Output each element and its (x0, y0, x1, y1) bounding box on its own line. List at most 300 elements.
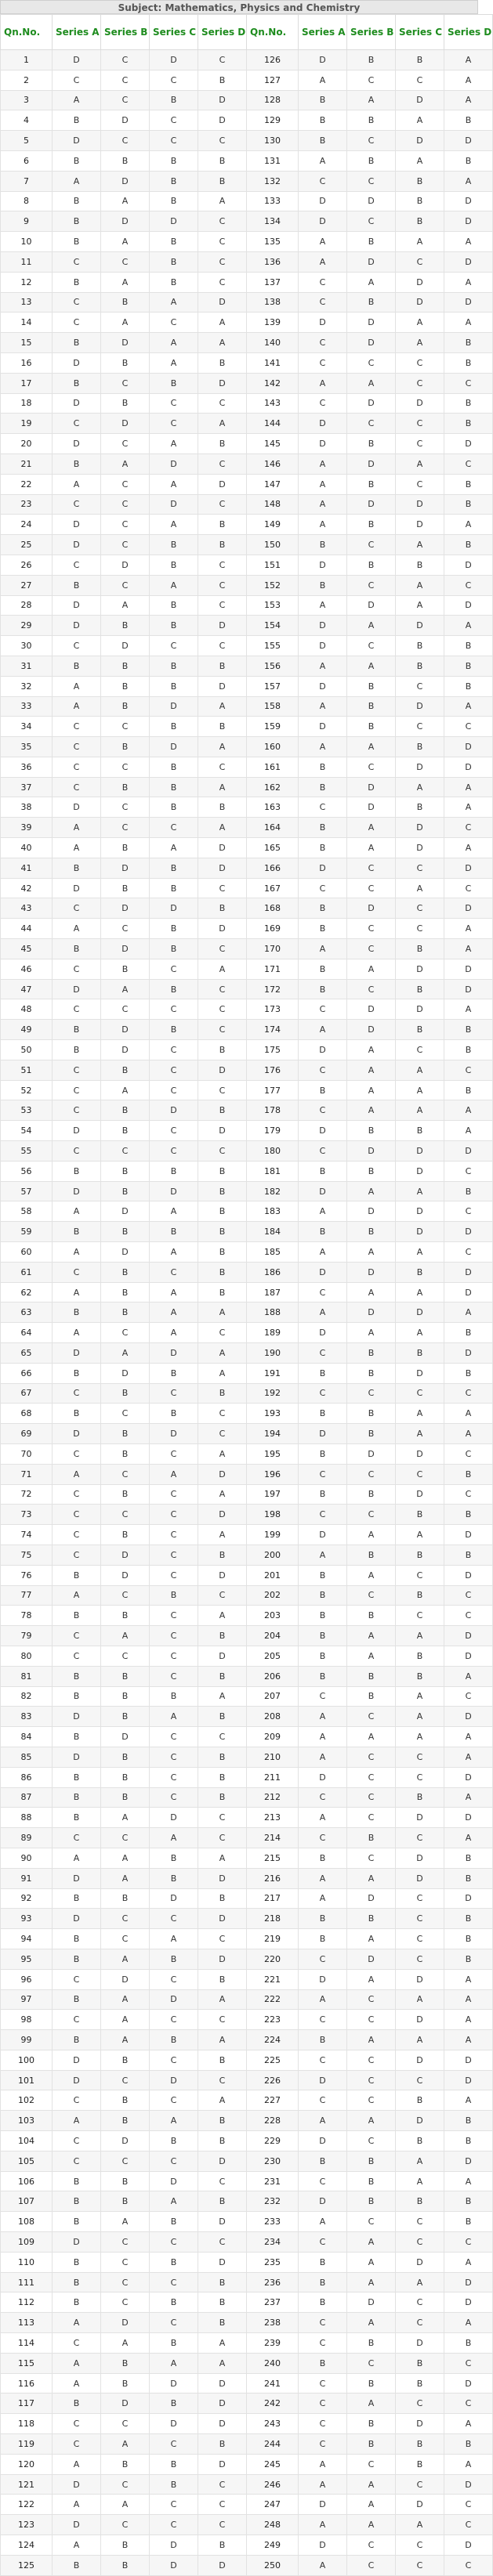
series-c-answer: A (150, 1302, 198, 1323)
table-row (1, 2495, 493, 2515)
question-number-2: 159 (247, 717, 299, 737)
table-row (1, 1282, 493, 1302)
series-d-answer: B (198, 171, 247, 191)
series-d-answer: A (198, 959, 247, 979)
question-number-2: 249 (247, 2535, 299, 2556)
series-c-answer: D (150, 50, 198, 70)
series-a-answer-2: D (299, 50, 347, 70)
series-a-answer: D (53, 2070, 101, 2090)
series-a-answer: B (53, 1565, 101, 1585)
series-a-answer: B (53, 211, 101, 232)
series-a-answer: D (53, 1181, 101, 1201)
table-row (1, 272, 493, 292)
series-d-answer: A (198, 2333, 247, 2354)
question-number: 4 (1, 110, 53, 131)
series-b-answer-2: B (347, 110, 396, 131)
series-a-answer: C (53, 2434, 101, 2455)
series-d-answer: A (198, 2030, 247, 2050)
series-b-answer: A (101, 1080, 150, 1100)
series-a-answer-2: D (299, 191, 347, 211)
series-b-answer: C (101, 1646, 150, 1666)
series-d-answer: C (198, 1323, 247, 1343)
series-d-answer-2: A (444, 70, 493, 90)
table-row (1, 2050, 493, 2070)
series-d-answer: A (198, 1989, 247, 2010)
series-c-answer-2: A (396, 1626, 444, 1646)
series-d-answer: D (198, 1121, 247, 1141)
series-d-answer: C (198, 636, 247, 656)
series-b-answer: D (101, 2131, 150, 2151)
series-d-answer-2: A (444, 515, 493, 535)
series-a-answer: A (53, 1201, 101, 1222)
series-b-answer: D (101, 898, 150, 919)
series-c-answer: A (150, 2353, 198, 2373)
series-b-answer-2: B (347, 1424, 396, 1444)
question-number-2: 131 (247, 150, 299, 171)
series-d-answer: C (198, 453, 247, 474)
series-c-answer-2: D (396, 757, 444, 777)
series-b-answer: B (101, 292, 150, 313)
series-c-answer: A (150, 1828, 198, 1848)
table-row (1, 1464, 493, 1484)
question-number-2: 180 (247, 1141, 299, 1162)
series-c-answer: B (150, 858, 198, 878)
series-c-answer: A (150, 1464, 198, 1484)
series-c-answer-2: B (396, 1505, 444, 1525)
series-d-answer: C (198, 1424, 247, 1444)
series-d-answer: A (198, 818, 247, 838)
table-row (1, 636, 493, 656)
table-row (1, 979, 493, 999)
series-d-answer: B (198, 1100, 247, 1121)
series-d-answer: A (198, 333, 247, 353)
series-a-answer-2: B (299, 818, 347, 838)
series-c-answer: D (150, 1989, 198, 2010)
question-number-2: 169 (247, 919, 299, 939)
series-d-answer: D (198, 1909, 247, 1929)
table-row (1, 1646, 493, 1666)
series-b-answer: B (101, 1282, 150, 1302)
series-a-answer-2: C (299, 1505, 347, 1525)
series-c-answer: D (150, 898, 198, 919)
series-c-answer-2: C (396, 2555, 444, 2575)
series-b-answer-2: B (347, 1222, 396, 1242)
series-c-answer: C (150, 131, 198, 151)
series-d-answer: C (198, 2010, 247, 2030)
question-number-2: 168 (247, 898, 299, 919)
series-c-answer-2: D (396, 131, 444, 151)
series-d-answer: C (198, 393, 247, 414)
series-d-answer-2: B (444, 1020, 493, 1040)
question-number: 76 (1, 1565, 53, 1585)
series-a-answer-2: B (299, 535, 347, 555)
series-b-answer-2: B (347, 1909, 396, 1929)
series-b-answer: C (101, 2070, 150, 2090)
table-row (1, 333, 493, 353)
table-row (1, 838, 493, 858)
series-b-answer: B (101, 1383, 150, 1404)
series-d-answer: C (198, 1828, 247, 1848)
series-d-answer-2: D (444, 757, 493, 777)
series-c-answer: B (150, 919, 198, 939)
series-d-answer-2: B (444, 352, 493, 373)
series-d-answer: C (198, 1080, 247, 1100)
series-d-answer: B (198, 352, 247, 373)
series-a-answer: D (53, 131, 101, 151)
series-a-answer: A (53, 1585, 101, 1606)
series-d-answer: C (198, 1020, 247, 1040)
series-a-answer-2: B (299, 1929, 347, 1949)
question-number-2: 141 (247, 352, 299, 373)
question-number: 7 (1, 171, 53, 191)
series-c-answer: C (150, 1080, 198, 1100)
question-number-2: 189 (247, 1323, 299, 1343)
series-a-answer: C (53, 555, 101, 575)
series-c-answer-2: D (396, 1848, 444, 1868)
series-b-answer: A (101, 2030, 150, 2050)
series-b-answer: A (101, 313, 150, 333)
series-d-answer: C (198, 2515, 247, 2535)
series-d-answer-2: D (444, 2050, 493, 2070)
series-b-answer-2: B (347, 1363, 396, 1383)
series-d-answer-2: B (444, 2333, 493, 2354)
table-row (1, 1141, 493, 1162)
table-row (1, 1626, 493, 1646)
series-a-answer: C (53, 1626, 101, 1646)
series-d-answer: C (198, 595, 247, 616)
question-number-2: 181 (247, 1161, 299, 1181)
series-b-answer: C (101, 1505, 150, 1525)
table-row (1, 131, 493, 151)
series-d-answer: B (198, 797, 247, 818)
series-a-answer-2: D (299, 1323, 347, 1343)
series-a-answer-2: D (299, 676, 347, 696)
series-b-answer: B (101, 696, 150, 717)
series-c-answer-2: B (396, 1545, 444, 1565)
question-number: 106 (1, 2171, 53, 2191)
question-number: 71 (1, 1464, 53, 1484)
series-b-answer-2: D (347, 333, 396, 353)
series-b-answer: A (101, 2495, 150, 2515)
series-c-answer-2: D (396, 2050, 444, 2070)
series-b-answer: A (101, 453, 150, 474)
table-row (1, 1404, 493, 1424)
series-c-answer-2: D (396, 959, 444, 979)
series-b-answer: D (101, 1727, 150, 1747)
question-number-2: 226 (247, 2070, 299, 2090)
series-a-answer: B (53, 2555, 101, 2575)
series-a-answer: B (53, 2171, 101, 2191)
question-number-2: 200 (247, 1545, 299, 1565)
series-b-answer-2: D (347, 1443, 396, 1464)
series-c-answer: C (150, 110, 198, 131)
series-d-answer-2: C (444, 1161, 493, 1181)
question-number-2: 238 (247, 2313, 299, 2333)
series-d-answer-2: A (444, 2313, 493, 2333)
series-d-answer: D (198, 90, 247, 110)
question-number: 68 (1, 1404, 53, 1424)
series-b-answer-2: A (347, 90, 396, 110)
series-d-answer-2: A (444, 1100, 493, 1121)
series-d-answer-2: D (444, 251, 493, 272)
series-c-answer-2: D (396, 2414, 444, 2434)
series-d-answer: C (198, 272, 247, 292)
series-d-answer-2: A (444, 2454, 493, 2474)
series-c-answer-2: B (396, 737, 444, 757)
series-b-answer: D (101, 1565, 150, 1585)
series-b-answer-2: B (347, 1343, 396, 1364)
series-c-answer: B (150, 171, 198, 191)
series-b-answer-2: D (347, 1020, 396, 1040)
series-b-answer: C (101, 1909, 150, 1929)
series-b-answer: D (101, 2394, 150, 2414)
series-b-answer-2: A (347, 1323, 396, 1343)
series-a-answer-2: D (299, 1121, 347, 1141)
series-a-answer-2: B (299, 1363, 347, 1383)
series-d-answer-2: D (444, 898, 493, 919)
question-number-2: 218 (247, 1909, 299, 1929)
question-number-2: 173 (247, 999, 299, 1020)
series-a-answer-2: C (299, 999, 347, 1020)
series-d-answer: A (198, 1848, 247, 1868)
series-c-answer-2: C (396, 2212, 444, 2232)
series-b-answer-2: C (347, 1787, 396, 1808)
series-a-answer-2: D (299, 2191, 347, 2212)
series-c-answer: C (150, 2515, 198, 2535)
series-b-answer: A (101, 232, 150, 252)
series-a-answer-2: D (299, 1969, 347, 1989)
series-a-answer-2: C (299, 2394, 347, 2414)
series-a-answer-2: A (299, 2212, 347, 2232)
series-b-answer-2: C (347, 878, 396, 898)
series-d-answer-2: B (444, 414, 493, 434)
question-number: 39 (1, 818, 53, 838)
header-series-a-2: Series A (299, 15, 347, 50)
question-number: 66 (1, 1363, 53, 1383)
series-a-answer: C (53, 1646, 101, 1666)
series-d-answer: D (198, 292, 247, 313)
series-a-answer-2: B (299, 979, 347, 999)
question-number: 98 (1, 2010, 53, 2030)
series-b-answer: C (101, 373, 150, 393)
series-c-answer: B (150, 1161, 198, 1181)
series-b-answer-2: B (347, 696, 396, 717)
series-a-answer: A (53, 171, 101, 191)
series-b-answer-2: B (347, 2373, 396, 2394)
series-b-answer: B (101, 2353, 150, 2373)
series-b-answer: C (101, 1404, 150, 1424)
table-row (1, 858, 493, 878)
series-a-answer-2: A (299, 939, 347, 959)
series-d-answer-2: D (444, 434, 493, 454)
series-a-answer: B (53, 1161, 101, 1181)
question-number: 2 (1, 70, 53, 90)
table-row (1, 1484, 493, 1505)
series-a-answer: A (53, 1464, 101, 1484)
series-d-answer-2: A (444, 919, 493, 939)
series-d-answer-2: A (444, 1302, 493, 1323)
series-c-answer-2: A (396, 1707, 444, 1727)
series-b-answer: B (101, 2454, 150, 2474)
series-b-answer-2: A (347, 1525, 396, 1545)
series-c-answer-2: C (396, 2394, 444, 2414)
series-d-answer-2: A (444, 616, 493, 636)
series-c-answer: C (150, 1969, 198, 1989)
series-a-answer: D (53, 979, 101, 999)
series-d-answer-2: A (444, 1969, 493, 1989)
table-row (1, 1727, 493, 1747)
series-c-answer: B (150, 1404, 198, 1424)
series-d-answer: C (198, 2171, 247, 2191)
series-d-answer: C (198, 50, 247, 70)
series-a-answer-2: D (299, 2535, 347, 2556)
question-number-2: 197 (247, 1484, 299, 1505)
series-c-answer: A (150, 838, 198, 858)
series-c-answer: C (150, 1747, 198, 1767)
series-c-answer-2: B (396, 636, 444, 656)
series-c-answer-2: B (396, 171, 444, 191)
question-number: 74 (1, 1525, 53, 1545)
series-d-answer-2: A (444, 232, 493, 252)
series-a-answer: B (53, 1666, 101, 1686)
series-a-answer-2: B (299, 2272, 347, 2292)
series-d-answer-2: A (444, 1424, 493, 1444)
series-b-answer: B (101, 150, 150, 171)
series-a-answer: B (53, 110, 101, 131)
series-a-answer: D (53, 1909, 101, 1929)
series-c-answer: D (150, 1424, 198, 1444)
series-c-answer: D (150, 1343, 198, 1364)
table-row (1, 717, 493, 737)
series-c-answer: A (150, 1201, 198, 1222)
series-c-answer-2: A (396, 1686, 444, 1707)
series-c-answer-2: B (396, 1666, 444, 1686)
series-d-answer: B (198, 1787, 247, 1808)
series-c-answer: B (150, 656, 198, 676)
series-a-answer-2: A (299, 515, 347, 535)
series-c-answer-2: B (396, 939, 444, 959)
series-d-answer-2: C (444, 453, 493, 474)
series-c-answer: C (150, 1646, 198, 1666)
series-a-answer-2: B (299, 575, 347, 595)
series-c-answer: D (150, 1888, 198, 1909)
question-number-2: 248 (247, 2515, 299, 2535)
series-a-answer-2: D (299, 1040, 347, 1060)
table-row (1, 1989, 493, 2010)
series-a-answer-2: A (299, 2111, 347, 2131)
series-a-answer: C (53, 636, 101, 656)
series-a-answer-2: D (299, 414, 347, 434)
series-a-answer-2: A (299, 1989, 347, 2010)
question-number: 9 (1, 211, 53, 232)
series-b-answer-2: A (347, 1080, 396, 1100)
table-row (1, 2414, 493, 2434)
question-number: 102 (1, 2090, 53, 2111)
series-c-answer-2: B (396, 1121, 444, 1141)
series-b-answer: A (101, 1989, 150, 2010)
series-a-answer-2: C (299, 1343, 347, 1364)
series-d-answer: B (198, 2111, 247, 2131)
question-number-2: 245 (247, 2454, 299, 2474)
series-b-answer-2: C (347, 131, 396, 151)
question-number: 111 (1, 2272, 53, 2292)
header-series-c: Series C (150, 15, 198, 50)
table-row (1, 251, 493, 272)
table-row (1, 1666, 493, 1686)
question-number-2: 139 (247, 313, 299, 333)
series-b-answer: B (101, 2373, 150, 2394)
series-c-answer: B (150, 2292, 198, 2313)
series-c-answer: B (150, 777, 198, 797)
series-c-answer: C (150, 2495, 198, 2515)
question-number: 85 (1, 1747, 53, 1767)
series-b-answer-2: C (347, 919, 396, 939)
question-number-2: 242 (247, 2394, 299, 2414)
series-c-answer: B (150, 1949, 198, 1969)
series-c-answer: B (150, 1363, 198, 1383)
series-b-answer: B (101, 838, 150, 858)
series-b-answer-2: C (347, 535, 396, 555)
series-a-answer: D (53, 2515, 101, 2535)
question-number: 96 (1, 1969, 53, 1989)
series-a-answer-2: C (299, 2313, 347, 2333)
series-c-answer-2: B (396, 1585, 444, 1606)
series-a-answer: B (53, 1727, 101, 1747)
series-d-answer-2: B (444, 1323, 493, 1343)
series-a-answer: C (53, 2414, 101, 2434)
series-a-answer: C (53, 1484, 101, 1505)
series-c-answer: B (150, 757, 198, 777)
series-b-answer-2: A (347, 2252, 396, 2272)
series-a-answer-2: B (299, 2151, 347, 2171)
series-c-answer-2: D (396, 2010, 444, 2030)
series-b-answer-2: B (347, 1828, 396, 1848)
series-d-answer-2: A (444, 1787, 493, 1808)
series-a-answer: D (53, 2474, 101, 2495)
series-c-answer: D (150, 2414, 198, 2434)
series-c-answer-2: C (396, 1929, 444, 1949)
question-number: 67 (1, 1383, 53, 1404)
question-number: 46 (1, 959, 53, 979)
series-b-answer: B (101, 1302, 150, 1323)
series-a-answer: D (53, 878, 101, 898)
series-d-answer-2: C (444, 2353, 493, 2373)
series-b-answer: C (101, 1828, 150, 1848)
series-c-answer-2: D (396, 999, 444, 1020)
series-a-answer: C (53, 999, 101, 1020)
series-c-answer: B (150, 2394, 198, 2414)
question-number-2: 152 (247, 575, 299, 595)
series-d-answer-2: B (444, 636, 493, 656)
series-a-answer: C (53, 2010, 101, 2030)
question-number-2: 145 (247, 434, 299, 454)
series-c-answer: D (150, 2555, 198, 2575)
series-b-answer-2: A (347, 1969, 396, 1989)
series-a-answer-2: A (299, 1727, 347, 1747)
series-b-answer-2: A (347, 1282, 396, 1302)
question-number: 44 (1, 919, 53, 939)
series-b-answer: C (101, 999, 150, 1020)
series-a-answer-2: B (299, 1443, 347, 1464)
series-d-answer-2: B (444, 1181, 493, 1201)
series-a-answer: C (53, 414, 101, 434)
header-series-a: Series A (53, 15, 101, 50)
series-d-answer-2: D (444, 2474, 493, 2495)
series-a-answer-2: C (299, 2333, 347, 2354)
series-c-answer-2: C (396, 2070, 444, 2090)
series-a-answer-2: B (299, 1646, 347, 1666)
series-b-answer-2: B (347, 50, 396, 70)
